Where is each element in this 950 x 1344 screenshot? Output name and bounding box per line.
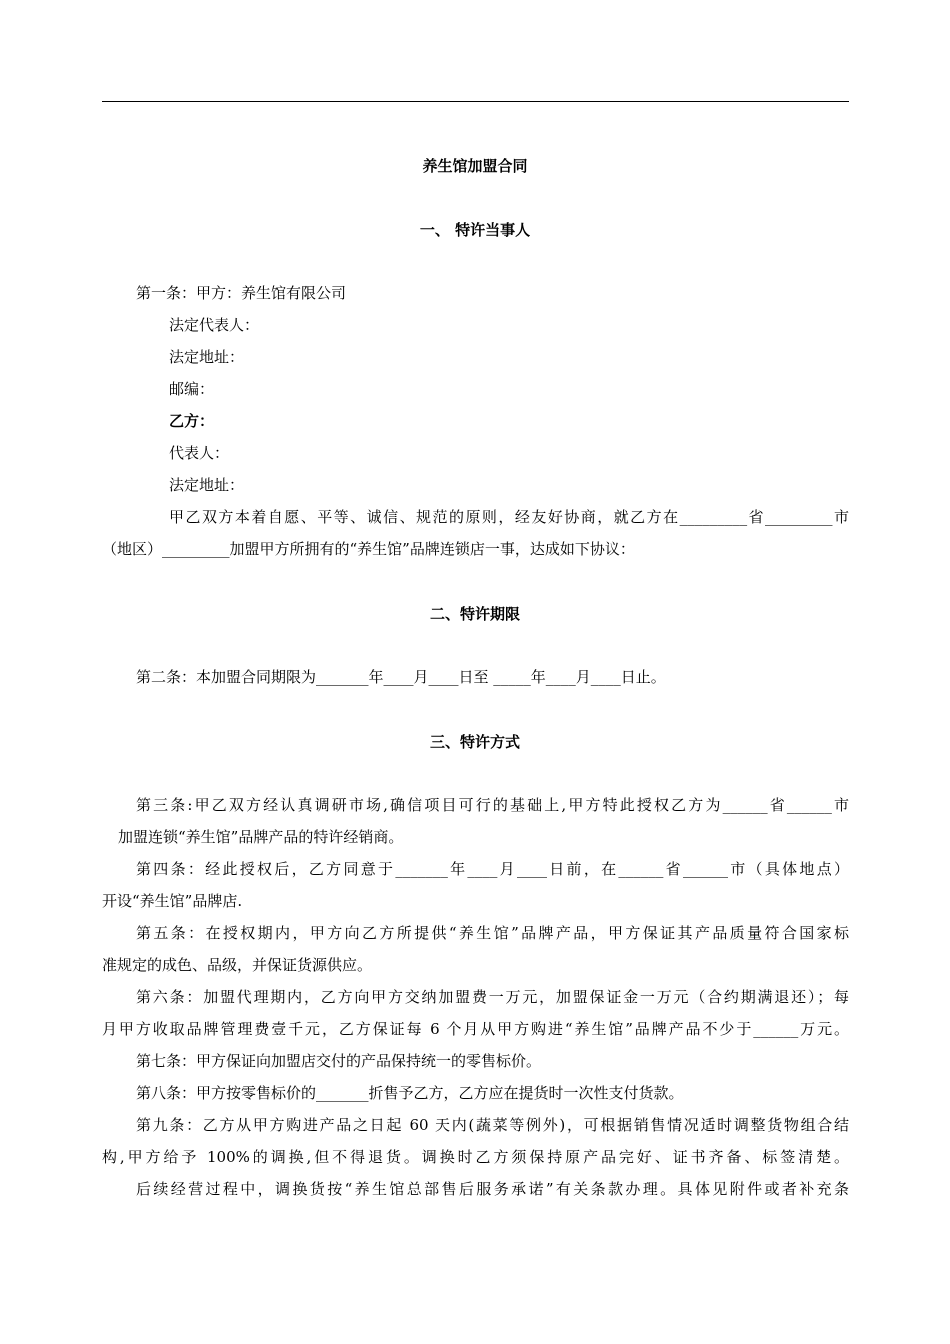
party-b-label: 乙方：	[169, 412, 215, 430]
party-b-address-label: 法定地址：	[169, 476, 245, 494]
article-9-line-2: 构,甲方给予 100%的调换,但不得退货。调换时乙方须保持原产品完好、证书齐备、标签清楚。	[102, 1148, 849, 1166]
section-heading-1: 一、 特许当事人	[419, 221, 531, 239]
article-5-line-2: 准规定的成色、品级，并保证货源供应。	[102, 956, 373, 974]
article-4-line-1: 第四条：经此授权后，乙方同意于_______年____月____日前，在______省______市（具体地点）	[136, 860, 849, 878]
after-sales-paragraph: 后续经营过程中，调换货按“养生馆总部售后服务承诺”有关条款办理。具体见附件或者补充条	[136, 1180, 849, 1198]
legal-address-label: 法定地址：	[169, 348, 245, 366]
article-9-line-1: 第九条：乙方从甲方购进产品之日起 60 天内(蔬菜等例外)，可根据销售情况适时调整货物组合结	[136, 1116, 849, 1134]
article-3-line-2: 加盟连锁“养生馆”品牌产品的特许经销商。	[118, 828, 404, 846]
header-rule	[102, 101, 849, 102]
article-6-line-2: 月甲方收取品牌管理费壹千元，乙方保证每 6 个月从甲方购进“养生馆”品牌产品不少于______万元。	[102, 1020, 849, 1038]
article-5-line-1: 第五条：在授权期内，甲方向乙方所提供“养生馆”品牌产品，甲方保证其产品质量符合国家标	[136, 924, 849, 942]
article-3-line-1: 第三条:甲乙双方经认真调研市场,确信项目可行的基础上,甲方特此授权乙方为______省______市	[136, 796, 849, 814]
article-8: 第八条：甲方按零售标价的_______折售予乙方，乙方应在提货时一次性支付货款。	[136, 1084, 684, 1102]
section-heading-2: 二、特许期限	[429, 605, 520, 623]
section-heading-3: 三、特许方式	[429, 733, 520, 751]
legal-rep-label: 法定代表人：	[169, 316, 260, 334]
document-title: 养生馆加盟合同	[422, 157, 528, 175]
postcode-label: 邮编：	[169, 380, 215, 398]
intro-paragraph-line-1: 甲乙双方本着自愿、平等、诚信、规范的原则，经友好协商，就乙方在_________省_________市	[169, 508, 849, 526]
article-7: 第七条：甲方保证向加盟店交付的产品保持统一的零售标价。	[136, 1052, 542, 1070]
article-4-line-2: 开设“养生馆”品牌店.	[102, 892, 243, 910]
party-b-rep-label: 代表人：	[169, 444, 230, 462]
article-2: 第二条：本加盟合同期限为_______年____月____日至 _____年____月____日止。	[136, 668, 666, 686]
article-1: 第一条：甲方：养生馆有限公司	[136, 284, 347, 302]
article-6-line-1: 第六条：加盟代理期内，乙方向甲方交纳加盟费一万元，加盟保证金一万元（合约期满退还）；每	[136, 988, 849, 1006]
intro-paragraph-line-2: （地区）_________加盟甲方所拥有的“养生馆”品牌连锁店一事，达成如下协议：	[102, 540, 635, 558]
